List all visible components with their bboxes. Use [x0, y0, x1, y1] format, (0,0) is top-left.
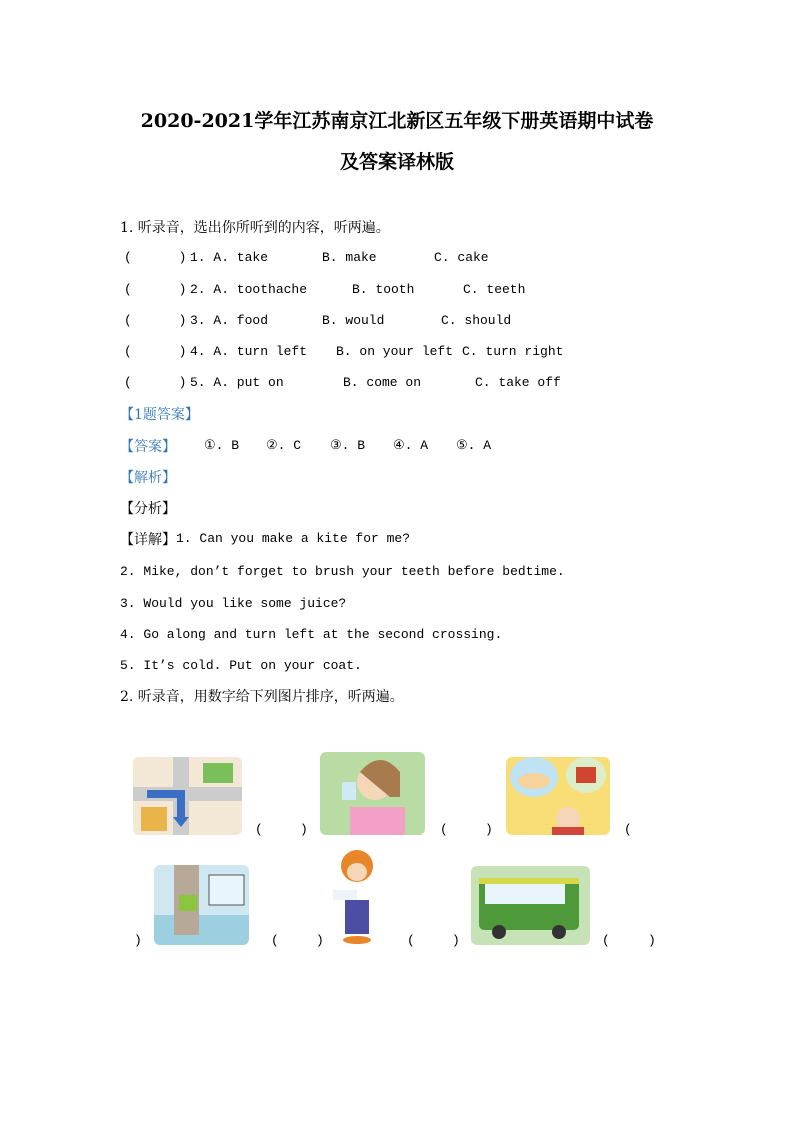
- q1-item-5-bracket: ( ): [124, 375, 187, 390]
- q1-item-2-bracket: ( ): [124, 282, 187, 297]
- detail-3: 3. Would you like some juice?: [120, 596, 347, 611]
- q1-item-4-option-b: B. on your left: [336, 344, 454, 359]
- detail-label: 【详解】: [120, 532, 176, 548]
- paren-close-1: ): [300, 822, 308, 837]
- answer-3: ③. B: [330, 438, 366, 453]
- q1-item-2-option-b: B. tooth: [352, 282, 415, 297]
- answer-heading: 【1题答案】: [120, 407, 199, 423]
- q1-item-4-bracket: ( ): [124, 344, 187, 359]
- monkey-picture: [331, 848, 379, 945]
- paren-open-4: (: [271, 933, 279, 948]
- analysis-label: 【解析】: [120, 470, 176, 486]
- paren-close-2: ): [485, 822, 493, 837]
- q1-item-2-option-a: 2. A. toothache: [190, 282, 308, 297]
- paren-open-6: (: [602, 933, 610, 948]
- detail-1: 1. Can you make a kite for me?: [176, 531, 411, 546]
- q1-item-1-option-b: B. make: [322, 250, 377, 265]
- paren-open-3: (: [624, 822, 632, 837]
- answer-5: ⑤. A: [456, 438, 492, 453]
- q1-item-4-option-a: 4. A. turn left: [190, 344, 308, 359]
- answer-1: ①. B: [204, 438, 240, 453]
- fenxi-label: 【分析】: [120, 501, 176, 517]
- q1-item-1-option-c: C. cake: [434, 250, 489, 265]
- answer-4: ④. A: [393, 438, 429, 453]
- q1-item-5-option-c: C. take off: [475, 375, 561, 390]
- boy-dreaming-picture: [506, 757, 610, 835]
- paren-close-3: ): [134, 933, 142, 948]
- q1-item-1-option-a: 1. A. take: [190, 250, 269, 265]
- train-picture: [154, 865, 249, 945]
- detail-4: 4. Go along and turn left at the second crossing.: [120, 627, 503, 642]
- q2-prompt: 2. 听录音，用数字给下列图片排序，听两遍。: [120, 689, 404, 705]
- girl-drinking-picture: [320, 752, 425, 835]
- title-line-2: 及答案译林版: [339, 151, 454, 173]
- paren-close-5: ): [452, 933, 460, 948]
- answer-2: ②. C: [266, 438, 302, 453]
- paren-open-5: (: [407, 933, 415, 948]
- detail-2: 2. Mike, don’t forget to brush your teeth before bedtime.: [120, 564, 565, 579]
- paren-close-4: ): [316, 933, 324, 948]
- title-line-1: 2020-2021学年江苏南京江北新区五年级下册英语期中试卷: [140, 110, 654, 132]
- paren-open-1: (: [255, 822, 263, 837]
- q1-item-3-option-a: 3. A. food: [190, 313, 269, 328]
- bus-picture: [471, 866, 590, 945]
- q1-item-3-option-c: C. should: [441, 313, 512, 328]
- q1-item-5-option-b: B. come on: [343, 375, 422, 390]
- detail-5: 5. It’s cold. Put on your coat.: [120, 658, 362, 673]
- paren-close-6: ): [648, 933, 656, 948]
- q1-item-1-bracket: ( ): [124, 250, 187, 265]
- q1-item-4-option-c: C. turn right: [462, 344, 564, 359]
- q1-prompt: 1. 听录音，选出你所听到的内容，听两遍。: [120, 220, 390, 236]
- answer-label: 【答案】: [120, 439, 176, 455]
- paren-open-2: (: [440, 822, 448, 837]
- q1-item-5-option-a: 5. A. put on: [190, 375, 284, 390]
- q1-item-3-bracket: ( ): [124, 313, 187, 328]
- q1-item-3-option-b: B. would: [322, 313, 385, 328]
- map-picture: [133, 757, 242, 835]
- q1-item-2-option-c: C. teeth: [463, 282, 526, 297]
